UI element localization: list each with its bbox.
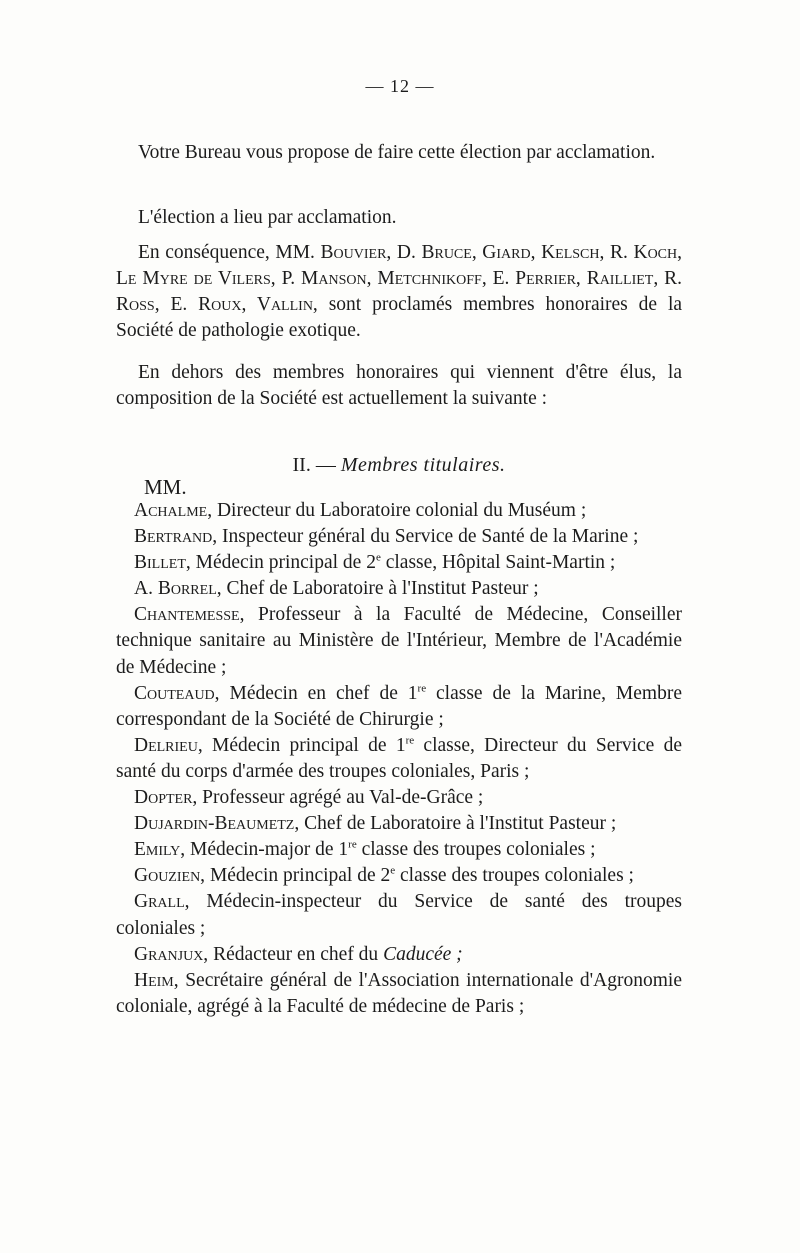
member-entry	[116, 942, 682, 968]
intro-2-wrap	[116, 205, 682, 231]
member-prefix: A.	[134, 578, 158, 600]
ordinal-suffix: re	[348, 838, 357, 851]
member-description: Chef de Laboratoire à l'Institut Pasteur ;	[304, 813, 617, 835]
honorary-names: Bouvier, D. Bruce, Giard, Kelsch, R. Koch, Le Myre de Vilers, P. Manson, Metchnikoff, E. Perrier, Railliet, R. Ross, E. Roux, Vallin,	[116, 242, 682, 315]
intro-paragraph-4: En dehors des membres honoraires qui viennent d'être élus, la composition de la Société est actuellement la suivante :	[116, 362, 682, 409]
intro-p3-lead: En conséquence, MM.	[138, 242, 315, 263]
member-description: Inspecteur général du Service de Santé de la Marine ;	[222, 526, 639, 548]
member-description-end: classe des troupes coloniales ;	[356, 839, 596, 861]
member-description: Secrétaire général de l'Association internationale d'Agronomie coloniale, agrégé à la Faculté de médecine de Paris ;	[116, 969, 682, 1017]
member-name: Emily,	[134, 839, 186, 861]
mm-wrap	[116, 474, 682, 500]
members-list	[116, 498, 682, 1020]
member-entry	[116, 837, 682, 863]
member-description: Médecin principal de 2	[195, 552, 376, 574]
member-name: Borrel,	[157, 578, 222, 600]
member-name: Dopter,	[134, 787, 198, 809]
ordinal-suffix: re	[417, 682, 427, 695]
member-description: Médecin en chef de 1	[229, 682, 418, 704]
member-name: Chantemesse,	[134, 604, 245, 626]
member-name: Couteaud,	[134, 682, 220, 704]
member-entry	[116, 785, 682, 811]
intro-paragraph-2: L'élection a lieu par acclamation.	[138, 207, 397, 228]
member-entry	[116, 498, 682, 524]
member-entry	[116, 968, 682, 1020]
member-description: Chef de Laboratoire à l'Institut Pasteur ;	[226, 578, 539, 600]
member-name: Achalme,	[134, 500, 213, 521]
intro-paragraph-3	[116, 240, 682, 344]
member-entry	[116, 602, 682, 680]
intro-3-wrap	[116, 240, 682, 344]
member-description-end: classe, Directeur du Service de santé du corps d'armée des troupes coloniales, Paris ;	[116, 734, 683, 782]
member-name: Granjux,	[134, 943, 209, 965]
member-entry	[116, 889, 682, 941]
member-entry	[116, 733, 682, 785]
ordinal-suffix: e	[375, 551, 381, 564]
member-entry	[116, 550, 682, 576]
page-number: — 12 —	[365, 76, 435, 96]
member-entry	[116, 863, 682, 889]
mm-label: MM.	[144, 475, 187, 499]
member-name: Dujardin-Beaumetz,	[134, 813, 300, 835]
member-description-end: classe des troupes coloniales ;	[395, 865, 634, 887]
member-description-end: classe de la Marine, Membre correspondant de la Société de Chirurgie ;	[116, 682, 682, 730]
member-name: Gouzien,	[134, 865, 206, 887]
member-description: Médecin-major de 1	[190, 839, 349, 861]
member-name: Heim,	[134, 969, 179, 991]
section-numeral: II. —	[292, 454, 336, 476]
intro-p3-tail: sont proclamés membres honoraires de la Société de pathologie exotique.	[116, 294, 683, 341]
member-description: Rédacteur en chef du	[213, 943, 379, 965]
journal-name: Caducée ;	[383, 943, 463, 965]
member-entry	[116, 681, 682, 733]
member-description: Professeur à la Faculté de Médecine, Conseiller technique sanitaire au Ministère de l'Intérieur, Membre de l'Académie de Médecine ;	[116, 604, 682, 678]
member-description: Directeur du Laboratoire colonial du Muséum ;	[216, 500, 587, 521]
member-entry	[116, 524, 682, 550]
intro	[116, 140, 682, 166]
section-title: Membres titulaires.	[340, 454, 506, 476]
member-description: Médecin principal de 2	[209, 865, 391, 887]
intro-4-wrap	[116, 360, 682, 412]
ordinal-suffix: re	[405, 734, 415, 747]
member-name: Grall,	[134, 891, 190, 913]
member-description: Médecin principal de 1	[212, 734, 406, 756]
member-entry	[116, 576, 682, 602]
member-name: Bertrand,	[134, 526, 218, 548]
member-description-end: classe, Hôpital Saint-Martin ;	[380, 552, 616, 574]
intro-paragraph-1: Votre Bureau vous propose de faire cette élection par acclamation.	[138, 142, 656, 163]
member-name: Billet,	[134, 552, 191, 574]
member-name: Delrieu,	[134, 734, 203, 756]
member-description: Médecin-inspecteur du Service de santé des troupes coloniales ;	[116, 891, 682, 939]
ordinal-suffix: e	[390, 864, 396, 877]
member-entry	[116, 811, 682, 837]
member-description: Professeur agrégé au Val-de-Grâce ;	[202, 787, 484, 809]
